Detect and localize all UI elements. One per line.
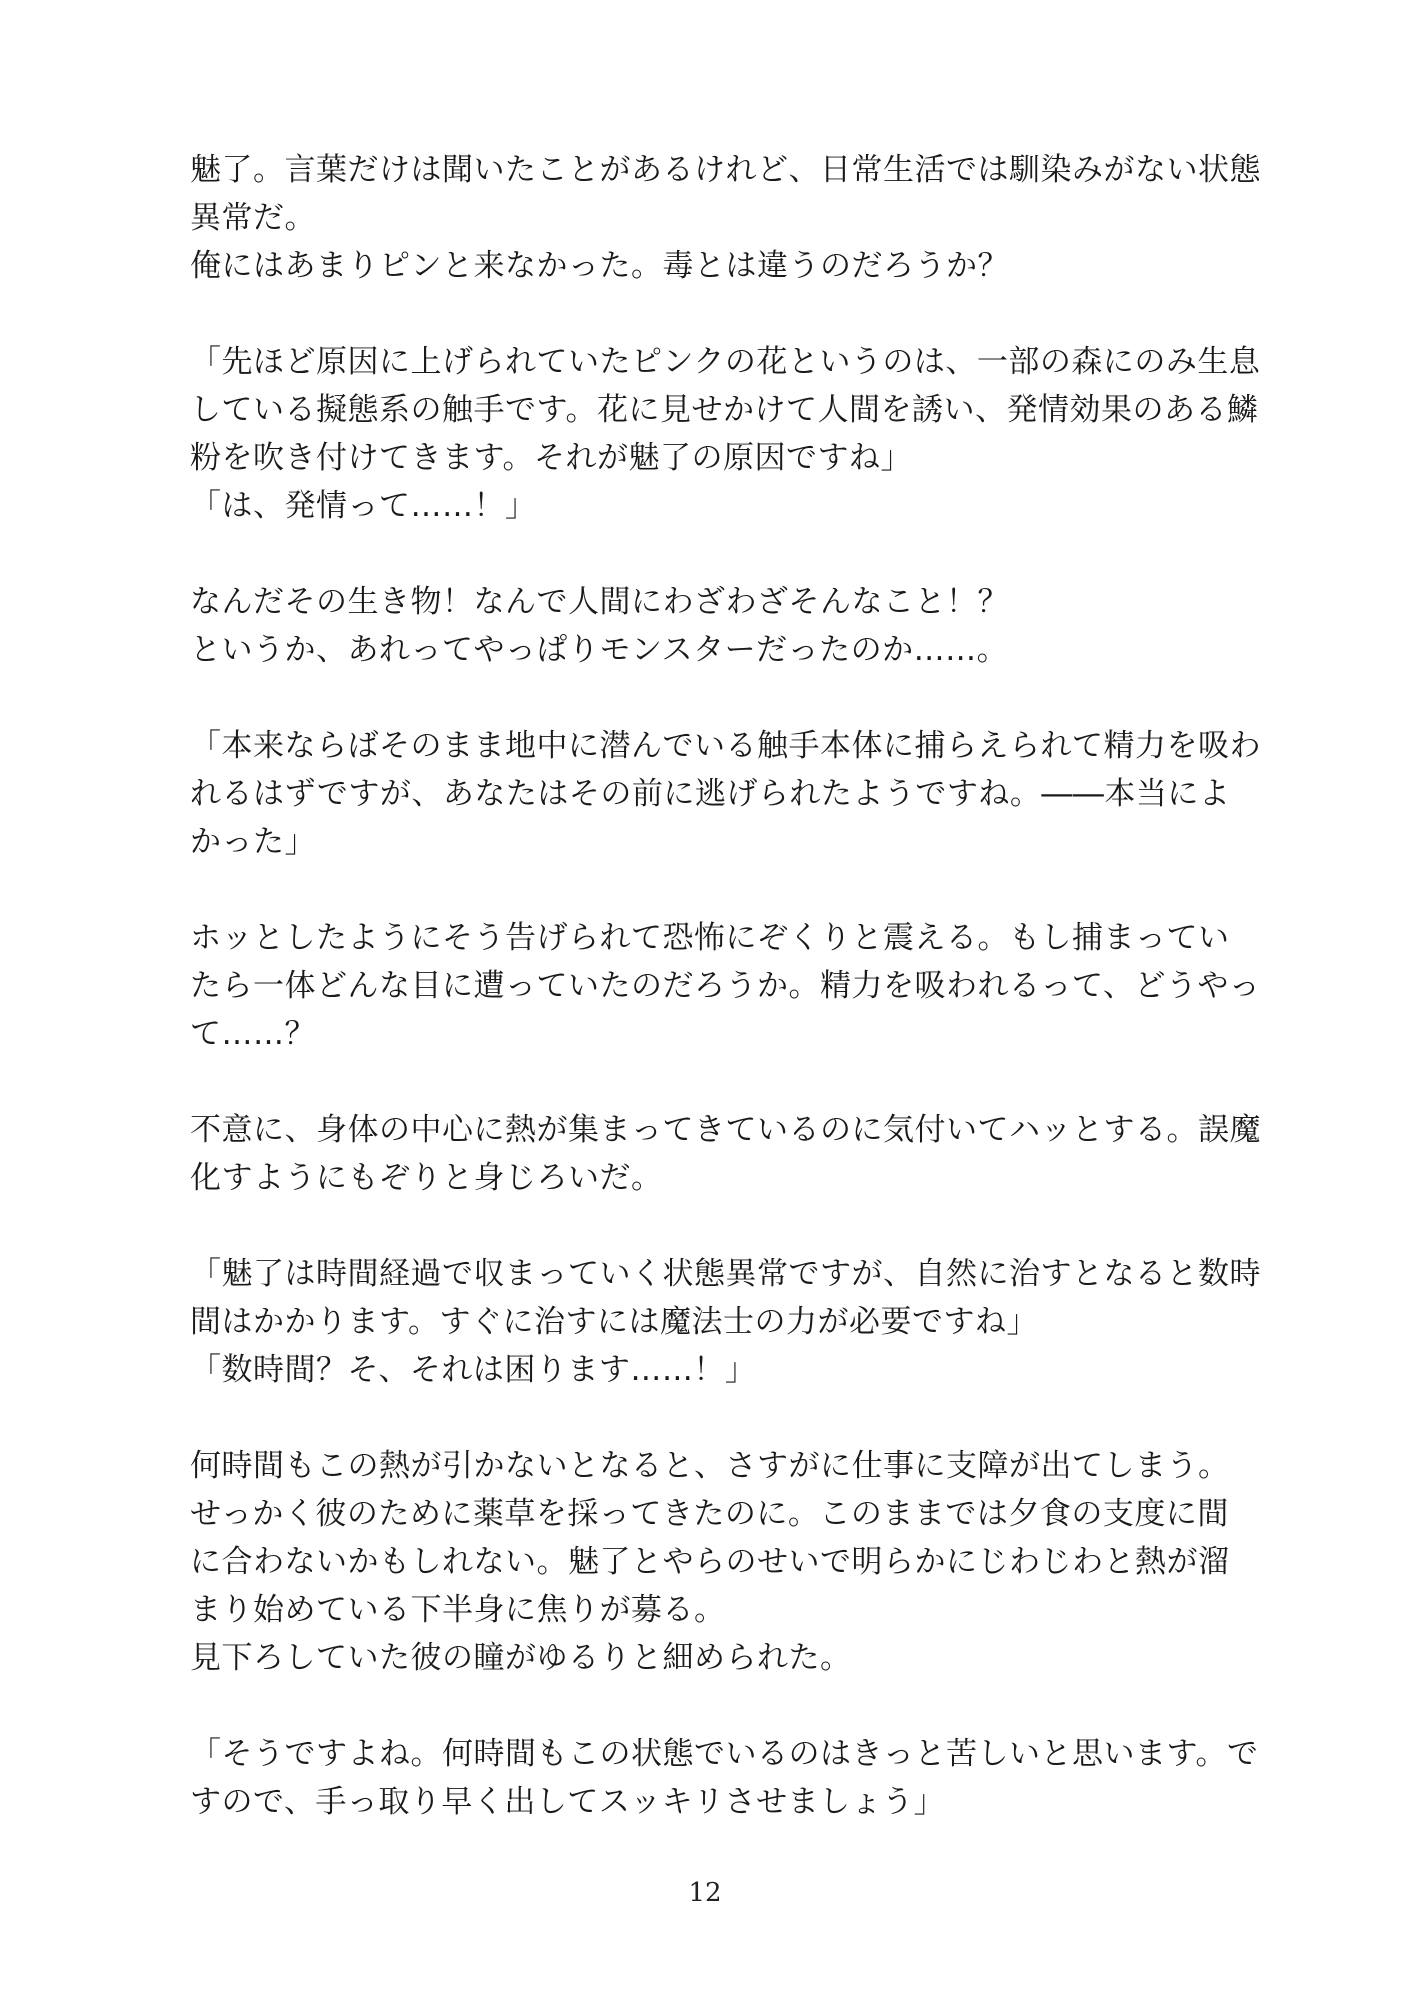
text-line: せっかく彼のために薬草を採ってきたのに。このままでは夕食の支度に間 bbox=[190, 1496, 1229, 1532]
text-line: 何時間もこの熱が引かないとなると、さすがに仕事に支障が出てしまう。 bbox=[190, 1448, 1230, 1484]
text-line: というか、あれってやっぱりモンスターだったのか……。 bbox=[190, 632, 1009, 668]
paragraph-gap bbox=[190, 1394, 1230, 1442]
text-line: まり始めている下半身に焦りが募る。 bbox=[190, 1592, 726, 1628]
text-line: なんだその生き物！なんで人間にわざわざそんなこと！？ bbox=[190, 584, 1009, 620]
text-line: すので、手っ取り早く出してスッキリさせましょう」 bbox=[190, 1784, 946, 1820]
text-line: 「数時間？そ、それは困ります……！」 bbox=[190, 1352, 757, 1388]
text-line: 異常だ。 bbox=[190, 200, 316, 236]
text-line: れるはずですが、あなたはその前に逃げられたようですね。――本当によ bbox=[190, 776, 1231, 812]
text-line: している擬態系の触手です。花に見せかけて人間を誘い、発情効果のある鱗 bbox=[190, 392, 1259, 428]
text-line: 粉を吹き付けてきます。それが魅了の原因ですね」 bbox=[190, 440, 913, 476]
text-line: 見下ろしていた彼の瞳がゆるりと細められた。 bbox=[190, 1640, 852, 1676]
page-number: 12 bbox=[688, 1878, 722, 1908]
text-line: 間はかかります。すぐに治すには魔法士の力が必要ですね」 bbox=[190, 1304, 1039, 1340]
paragraph-gap bbox=[190, 1058, 1230, 1106]
paragraph-gap bbox=[190, 530, 1230, 578]
text-line: 「魅了は時間経過で収まっていく状態異常ですが、自然に治すとなると数時 bbox=[190, 1256, 1261, 1292]
text-line: 「先ほど原因に上げられていたピンクの花というのは、一部の森にのみ生息 bbox=[190, 344, 1261, 380]
text-line: 魅了。言葉だけは聞いたことがあるけれど、日常生活では馴染みがない状態 bbox=[190, 152, 1261, 188]
paragraph-gap bbox=[190, 1682, 1230, 1730]
text-line: 化すようにもぞりと身じろいだ。 bbox=[190, 1160, 663, 1196]
text-line: 「は、発情って……！」 bbox=[190, 488, 537, 524]
text-line: たら一体どんな目に遭っていたのだろうか。精力を吸われるって、どうやっ bbox=[190, 968, 1261, 1004]
text-line: かった」 bbox=[190, 824, 316, 860]
paragraph-gap bbox=[190, 674, 1230, 722]
page-body bbox=[190, 146, 1261, 1826]
paragraph-gap bbox=[190, 1202, 1230, 1250]
paragraph-gap bbox=[190, 290, 1230, 338]
text-line: 「本来ならばそのまま地中に潜んでいる触手本体に捕らえられて精力を吸わ bbox=[190, 728, 1261, 764]
text-line: 「そうですよね。何時間もこの状態でいるのはきっと苦しいと思います。で bbox=[190, 1736, 1259, 1772]
text-line: 不意に、身体の中心に熱が集まってきているのに気付いてハッとする。誤魔 bbox=[190, 1112, 1261, 1148]
text-line: に合わないかもしれない。魅了とやらのせいで明らかにじわじわと熱が溜 bbox=[190, 1544, 1230, 1580]
text-line: ホッとしたようにそう告げられて恐怖にぞくりと震える。もし捕まってい bbox=[190, 920, 1230, 956]
text-line: て……？ bbox=[190, 1016, 316, 1052]
paragraph-gap bbox=[190, 866, 1230, 914]
text-line: 俺にはあまりピンと来なかった。毒とは違うのだろうか？ bbox=[190, 248, 1009, 284]
